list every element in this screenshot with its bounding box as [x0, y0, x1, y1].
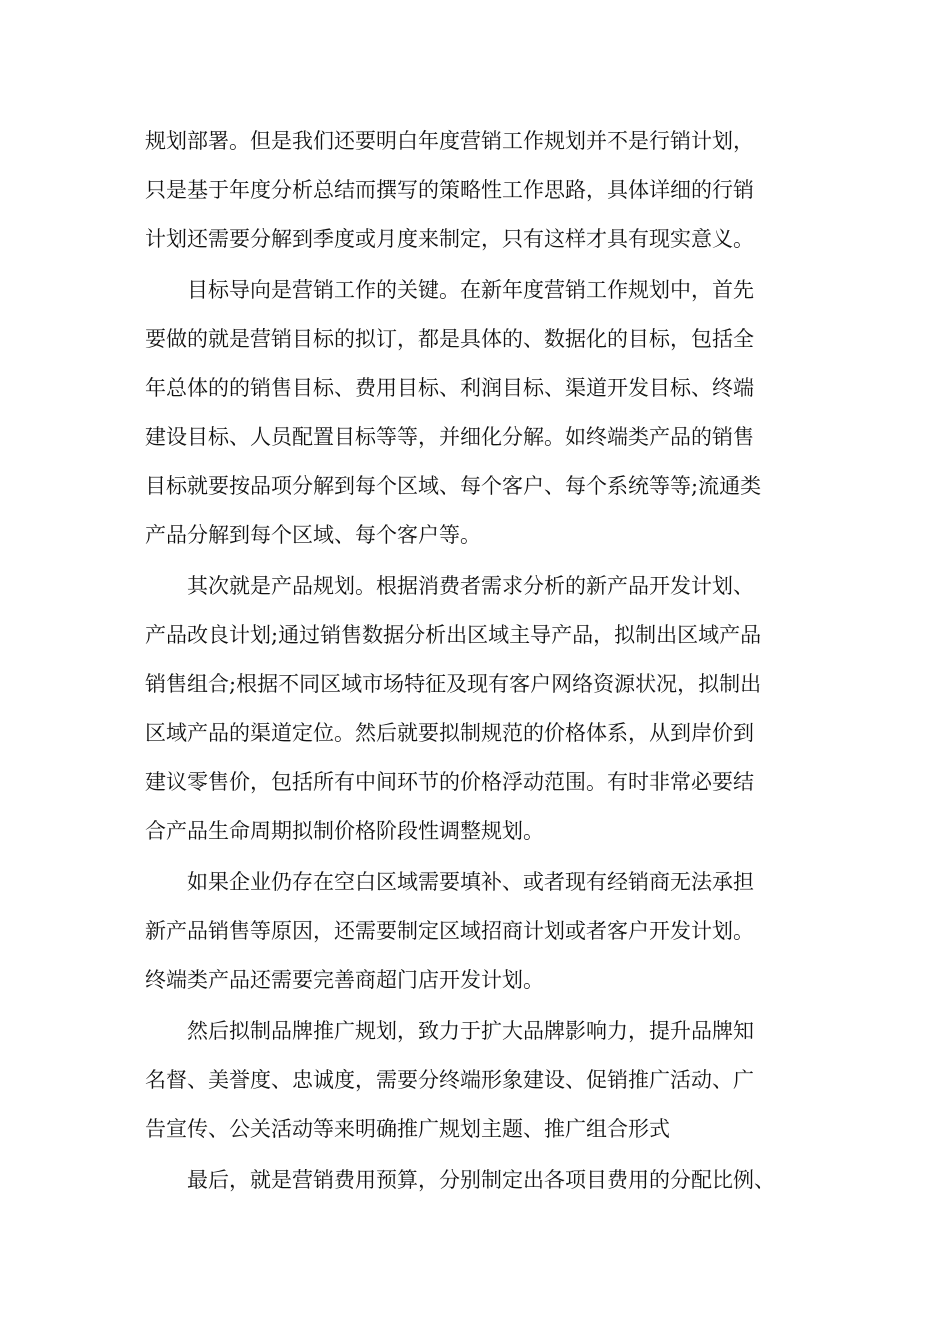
text-line: 合产品生命周期拟制价格阶段性调整规划。 — [145, 819, 544, 843]
text-line: 其次就是产品规划。根据消费者需求分析的新产品开发计划、 — [187, 574, 754, 598]
paragraph-3 — [145, 562, 825, 856]
paragraph-6 — [145, 1156, 825, 1205]
text-line: 区域产品的渠道定位。然后就要拟制规范的价格体系，从到岸价到 — [145, 721, 754, 745]
text-line: 只是基于年度分析总结而撰写的策略性工作思路，具体详细的行销 — [145, 178, 754, 202]
text-line: 告宣传、公关活动等来明确推广规划主题、推广组合形式 — [145, 1117, 670, 1141]
paragraph-4 — [145, 858, 825, 1005]
text-line: 终端类产品还需要完善商超门店开发计划。 — [145, 968, 544, 992]
text-line: 要做的就是营销目标的拟订，都是具体的、数据化的目标，包括全 — [145, 327, 754, 351]
text-line: 目标就要按品项分解到每个区域、每个客户、每个系统等等;流通类 — [145, 474, 762, 498]
text-line: 名督、美誉度、忠诚度，需要分终端形象建设、促销推广活动、广 — [145, 1068, 754, 1092]
document-body — [145, 117, 825, 1205]
paragraph-2 — [145, 266, 825, 560]
paragraph-1 — [145, 117, 825, 264]
text-line: 然后拟制品牌推广规划，致力于扩大品牌影响力，提升品牌知 — [187, 1019, 754, 1043]
paragraph-5 — [145, 1007, 825, 1154]
text-line: 建设目标、人员配置目标等等，并细化分解。如终端类产品的销售 — [145, 425, 754, 449]
text-line: 建议零售价，包括所有中间环节的价格浮动范围。有时非常必要结 — [145, 770, 754, 794]
text-line: 如果企业仍存在空白区域需要填补、或者现有经销商无法承担 — [187, 870, 754, 894]
text-line: 最后，就是营销费用预算，分别制定出各项目费用的分配比例、 — [187, 1168, 775, 1192]
text-line: 产品改良计划;通过销售数据分析出区域主导产品，拟制出区域产品 — [145, 623, 762, 647]
text-line: 新产品销售等原因，还需要制定区域招商计划或者客户开发计划。 — [145, 919, 754, 943]
text-line: 计划还需要分解到季度或月度来制定，只有这样才具有现实意义。 — [145, 227, 754, 251]
text-line: 规划部署。但是我们还要明白年度营销工作规划并不是行销计划， — [145, 129, 754, 153]
text-line: 目标导向是营销工作的关键。在新年度营销工作规划中，首先 — [187, 278, 754, 302]
text-line: 销售组合;根据不同区域市场特征及现有客户网络资源状况，拟制出 — [145, 672, 762, 696]
text-line: 年总体的的销售目标、费用目标、利润目标、渠道开发目标、终端 — [145, 376, 754, 400]
text-line: 产品分解到每个区域、每个客户等。 — [145, 523, 481, 547]
